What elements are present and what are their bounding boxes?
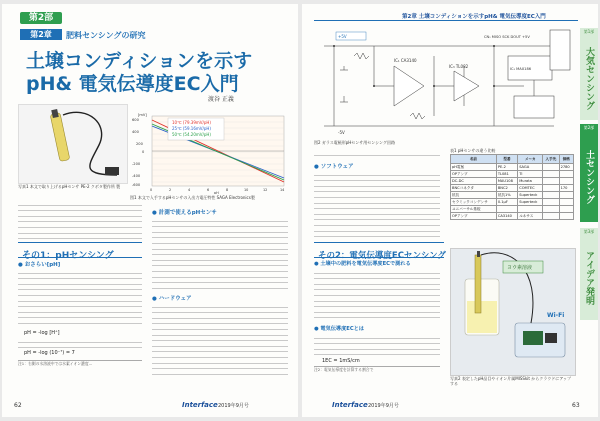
- section1-title: その1：pHセンシング: [22, 251, 114, 261]
- side-tabs: [580, 28, 598, 358]
- right-issue: 2019年9月号: [368, 403, 399, 409]
- table-cell: MAU108: [496, 178, 517, 185]
- xtick: 2: [169, 188, 172, 192]
- table-row: [451, 164, 574, 171]
- chapter-label: 第2章: [20, 29, 62, 40]
- section2-heading: [314, 242, 446, 261]
- title-line2: pH& 電気伝導度EC入門: [26, 73, 239, 95]
- schematic: [314, 26, 572, 138]
- table-cell: [559, 213, 573, 220]
- table-cell: 抵抗1%: [496, 192, 517, 199]
- table-cell: [559, 171, 573, 178]
- software-text: [314, 170, 440, 238]
- table-cell: [543, 213, 559, 220]
- table-header: 価格: [559, 155, 573, 164]
- table-cell: OPアンプ: [451, 213, 497, 220]
- part-label: 第2部: [20, 12, 62, 24]
- xtick: 0: [150, 188, 153, 192]
- intro-text: [18, 200, 142, 240]
- table-header: メーカ: [518, 155, 543, 164]
- table-cell: [543, 199, 559, 206]
- table-cell: OPアンプ: [451, 171, 497, 178]
- left-folio: 62: [14, 402, 22, 409]
- ytick: -400: [132, 174, 141, 178]
- table-cell: 0.1μF: [496, 199, 517, 206]
- right-page: [302, 4, 598, 417]
- table-cell: TI: [518, 171, 543, 178]
- sub-ph-basics: ● おさらい[pH]: [18, 262, 61, 268]
- ph-voltage-chart: [130, 112, 292, 194]
- xtick: 4: [188, 188, 191, 192]
- ph-basics-text: [18, 268, 142, 328]
- author: 渡谷 正義: [208, 96, 234, 103]
- table-cell: COMTEC: [518, 185, 543, 192]
- photo2: [450, 248, 576, 376]
- xtick: 10: [244, 188, 249, 192]
- legend-50c: 50℃ (54.20mV/pH): [172, 132, 211, 137]
- side-tab-part3[interactable]: アイデア発明: [580, 236, 598, 320]
- photo2-caption: 写真2 表定したpH品目やイオン片属MISSkit からクラウドにアップする: [450, 376, 571, 386]
- parts-table: [450, 154, 574, 220]
- side-tab-part2-num[interactable]: 第2部: [580, 124, 598, 132]
- ec2-text: [314, 333, 440, 355]
- table-body: [451, 164, 574, 220]
- ytick: -600: [132, 183, 141, 187]
- circuit-diagram: [314, 26, 572, 138]
- sub-software: ● ソフトウェア: [314, 164, 354, 170]
- table-cell: [543, 171, 559, 178]
- table-caption: 表1 pHセンサの違う比較: [450, 148, 496, 153]
- formula-ec: 1EC = 1mS/cm: [322, 358, 360, 364]
- left-magazine: Interface: [182, 401, 218, 409]
- table-cell: [543, 164, 559, 171]
- schematic-ref-label: IC₃ TL082: [449, 64, 469, 69]
- table-header: 型番: [496, 155, 517, 164]
- photo1-caption: 写真1 本文で取り上げるpHセンサ PE-2 クボタ製作所 製: [18, 184, 121, 189]
- table-cell: 170: [559, 185, 573, 192]
- xtick: 14: [280, 188, 285, 192]
- table-cell: TL081: [496, 171, 517, 178]
- table-cell: [543, 185, 559, 192]
- side-tab-part3-num[interactable]: 第3部: [580, 228, 598, 236]
- ytick: 200: [136, 142, 143, 146]
- side-tab-part1-num[interactable]: 第1部: [580, 28, 598, 36]
- schematic-mcu-label: IC₂ MAX186: [510, 67, 532, 71]
- footnote-right: 注2：電気伝導度を計算する割合で: [314, 366, 440, 379]
- table-row: [451, 192, 574, 199]
- schematic-amp-label: IC₁ CA3140: [394, 58, 417, 63]
- right-folio: 63: [572, 402, 580, 409]
- left-issue: 2019年9月号: [218, 403, 249, 409]
- table-cell: 2780: [559, 164, 573, 171]
- schematic-cn-label: CN₁ MISO SCK DOUT +5V: [484, 35, 530, 39]
- table-row: [451, 199, 574, 206]
- table-cell: SAGA: [518, 164, 543, 171]
- photo1-sensor: [18, 104, 128, 184]
- sub-ec2: ● 電気伝導度ECとは: [314, 326, 364, 332]
- table-cell: CA3140: [496, 213, 517, 220]
- table-cell: ルネサス: [518, 213, 543, 220]
- table-cell: [559, 206, 573, 213]
- ytick: 0: [142, 150, 145, 154]
- running-head: 第2章 土壌コンディションを示すpH& 電気伝導度EC入門: [402, 14, 546, 20]
- table-cell: [543, 206, 559, 213]
- section1-heading: [18, 242, 142, 261]
- ph-sensor-illustration: [19, 105, 127, 183]
- sub-how-measure: ● 計測で使えるpHセンサ: [152, 210, 217, 216]
- ec1-text: [314, 268, 440, 322]
- schematic-caption: 図2 ガラス電極形pHセンサ用センシング回路: [314, 140, 395, 145]
- table-cell: [559, 178, 573, 185]
- footnote-left: 注1：右側の水溶液中では水素イオン濃度...: [18, 360, 142, 375]
- table-cell: [543, 178, 559, 185]
- table-header: 入手先: [543, 155, 559, 164]
- legend-10c: 10℃ (79.39mV/pH): [172, 120, 211, 125]
- ytick: 600: [132, 118, 139, 122]
- ytick: -200: [132, 162, 141, 166]
- table-cell: [559, 199, 573, 206]
- table-cell: [543, 192, 559, 199]
- hardware-text: [152, 302, 288, 376]
- right-magazine: Interface: [332, 401, 368, 409]
- table-cell: [518, 206, 543, 213]
- table-cell: Superteck: [518, 192, 543, 199]
- table-row: [451, 171, 574, 178]
- photo2-tag: ヨウ素溶液: [507, 265, 533, 271]
- table-cell: Murata: [518, 178, 543, 185]
- table-cell: ユニバーサル基板: [451, 206, 497, 213]
- schematic-pwr-label: +5V: [338, 34, 347, 39]
- sub-hardware: ● ハードウェア: [152, 296, 192, 302]
- right-intro-text: [314, 150, 440, 160]
- left-page: [2, 4, 298, 417]
- sub-ec1: ● 土壌中の肥料を電気伝導度ECで測れる: [314, 261, 411, 267]
- ec-setup-photo: [451, 249, 575, 375]
- table-cell: [496, 206, 517, 213]
- formula1: pH = -log [H⁺]: [24, 330, 60, 336]
- xtick: 6: [207, 188, 210, 192]
- table-row: [451, 178, 574, 185]
- photo2-wifi-label: Wi-Fi: [547, 312, 565, 319]
- table-cell: DC-DC: [451, 178, 497, 185]
- table-cell: [559, 192, 573, 199]
- table-header: 名前: [451, 155, 497, 164]
- series-title: 肥料センシングの研究: [66, 31, 146, 40]
- table-row: [451, 185, 574, 192]
- table-row: [451, 206, 574, 213]
- head-rule: [314, 20, 578, 21]
- x-axis-label: pH: [214, 191, 219, 194]
- table-cell: Superteck: [518, 199, 543, 206]
- table-cell: セラミックコンデンサ: [451, 199, 497, 206]
- formula2: pH = -log (10⁻⁷) = 7: [24, 350, 75, 356]
- title-line1: 土壌コンディションを示す: [26, 50, 253, 72]
- schematic-neg-label: -5V: [338, 130, 345, 135]
- legend-25c: 25℃ (59.16mV/pH): [172, 126, 211, 131]
- xtick: 8: [226, 188, 229, 192]
- section2-title: その2：電気伝導度ECセンシング: [318, 251, 446, 261]
- xtick: 12: [263, 188, 268, 192]
- ph-basics-text2: [18, 337, 142, 349]
- table-cell: PE-2: [496, 164, 517, 171]
- table-row: [451, 213, 574, 220]
- ytick: 400: [132, 130, 139, 134]
- graph-caption: 図1 本文で入手するpHセンサの入出力電圧特性 SAGA Electronics製: [130, 195, 255, 200]
- side-tab-part2[interactable]: 土センシング: [580, 132, 598, 222]
- table-cell: BNC2: [496, 185, 517, 192]
- y-axis-label: [mV]: [138, 113, 147, 117]
- side-tab-part1[interactable]: 大気センシング: [580, 36, 598, 120]
- ph-graph: [130, 112, 292, 194]
- table-cell: pH電極: [451, 164, 497, 171]
- table-cell: BNCコネクタ: [451, 185, 497, 192]
- how-measure-text: [152, 216, 288, 290]
- table-cell: 抵抗: [451, 192, 497, 199]
